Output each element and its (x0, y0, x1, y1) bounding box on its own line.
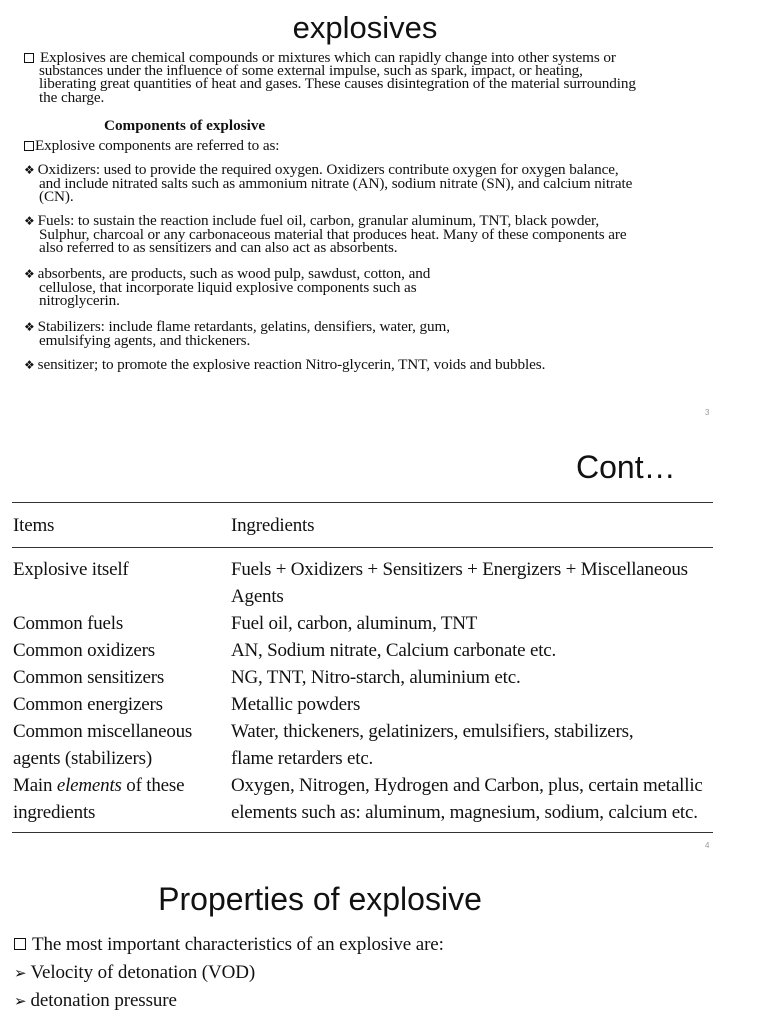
bullet-line: and include nitrated salts such as ammonium nitrate (AN), sodium nitrate (SN), and calcium nitrate (39, 175, 633, 193)
bullet-absorbents (24, 267, 750, 308)
components-heading: Components of explosive (104, 117, 266, 134)
slide1-title: explosives (292, 10, 438, 45)
bullet-oxidizers (24, 163, 750, 204)
diamond-bullet-icon: ❖ (24, 320, 35, 334)
bullet-line: absorbents, are products, such as wood pulp, sawdust, cotton, and (37, 265, 431, 282)
components-lead (24, 139, 750, 152)
intro-line-2: substances under the influence of some external impulse, such as spark, impact, or heating, (39, 62, 583, 80)
slide3-item-text: Velocity of detonation (VOD) (30, 962, 256, 983)
table-top-rule (12, 502, 713, 503)
ingredients-line: Fuels + Oxidizers + Sensitizers + Energizers + Miscellaneous (231, 559, 688, 580)
item-text: of these (121, 775, 185, 796)
table-header-ingredients: Ingredients (231, 515, 315, 536)
table-row-item: Explosive itself (13, 559, 129, 580)
slide3-item-pressure (14, 987, 177, 1015)
ingredients-line: elements such as: aluminum, magnesium, sodium, calcium etc. (231, 802, 698, 823)
bullet-sensitizer (24, 358, 750, 372)
bullet-line: also referred to as sensitizers and can also act as absorbents. (39, 239, 398, 257)
bullet-line: Stabilizers: include flame retardants, gelatins, densifiers, water, gum, (37, 318, 450, 335)
slide2-title: Cont… (576, 449, 676, 485)
intro-line-4: the charge. (39, 88, 105, 106)
bullet-line: Oxidizers: used to provide the required oxygen. Oxidizers contribute oxygen for oxygen balance, (37, 161, 619, 178)
bullet-line: (CN). (39, 188, 74, 206)
diamond-bullet-icon: ❖ (24, 358, 35, 372)
slide3-lead (14, 931, 444, 959)
item-line: ingredients (13, 802, 96, 823)
item-line (13, 772, 228, 799)
diamond-bullet-icon: ❖ (24, 214, 35, 228)
slide3-lead-text: The most important characteristics of an explosive are: (32, 934, 444, 955)
bullet-line: Fuels: to sustain the reaction include fuel oil, carbon, granular aluminum, TNT, black powder, (37, 212, 600, 229)
table-row-ingredients (231, 718, 721, 772)
bullet-line: sensitizer; to promote the explosive reaction Nitro-glycerin, TNT, voids and bubbles. (37, 356, 546, 373)
table-header-items: Items (13, 515, 55, 536)
table-row-ingredients (231, 772, 721, 826)
slide3-item-text: detonation pressure (30, 990, 177, 1011)
item-line: agents (stabilizers) (13, 748, 152, 769)
ingredients-line: Oxygen, Nitrogen, Hydrogen and Carbon, plus, certain metallic (231, 775, 703, 796)
table-row-item: Common energizers (13, 694, 163, 715)
bullet-line: Sulphur, charcoal or any carbonaceous material that produces heat. Many of these components are (39, 226, 627, 244)
table-row-ingredients (231, 556, 721, 610)
slide3-item-vod (14, 959, 255, 987)
item-line: Common miscellaneous (13, 721, 193, 742)
ingredients-line: Water, thickeners, gelatinizers, emulsifiers, stabilizers, (231, 721, 634, 742)
item-text-italic: elements (56, 775, 122, 796)
table-row-item: Common sensitizers (13, 667, 165, 688)
bullet-stabilizers (24, 318, 750, 350)
table-row-ingredients: Metallic powders (231, 694, 361, 715)
bullet-line: emulsifying agents, and thickeners. (39, 332, 251, 350)
bullet-fuels (24, 214, 750, 255)
item-text: Main (13, 775, 57, 796)
checkbox-bullet-icon (24, 53, 34, 63)
intro-line-1: Explosives are chemical compounds or mixtures which can rapidly change into other systems or (40, 49, 616, 66)
table-row-ingredients: NG, TNT, Nitro-starch, aluminium etc. (231, 667, 521, 688)
checkbox-bullet-icon (24, 141, 34, 151)
table-row-item: Common fuels (13, 613, 124, 634)
arrow-bullet-icon: ➢ (14, 964, 27, 982)
bullet-line: cellulose, that incorporate liquid explosive components such as (39, 279, 417, 297)
table-row-ingredients: Fuel oil, carbon, aluminum, TNT (231, 613, 478, 634)
components-lead-text: Explosive components are referred to as: (35, 137, 280, 154)
arrow-bullet-icon: ➢ (14, 992, 27, 1010)
table-bottom-rule (12, 832, 713, 833)
diamond-bullet-icon: ❖ (24, 163, 35, 177)
bullet-line: nitroglycerin. (39, 292, 120, 310)
table-row-ingredients: AN, Sodium nitrate, Calcium carbonate etc. (231, 640, 557, 661)
ingredients-line: Agents (231, 586, 284, 607)
diamond-bullet-icon: ❖ (24, 267, 35, 281)
table-row-item (13, 772, 228, 826)
ingredients-line: flame retarders etc. (231, 748, 374, 769)
table-header-rule (12, 547, 713, 548)
slide1-intro-paragraph (24, 51, 750, 104)
table-row-item (13, 718, 228, 772)
slide1-page-number: 3 (705, 408, 710, 417)
table-row-item: Common oxidizers (13, 640, 155, 661)
intro-line-3: liberating great quantities of heat and gases. These causes disintegration of the material surrounding (39, 75, 636, 93)
checkbox-bullet-icon (14, 938, 26, 950)
slide3-title: Properties of explosive (158, 881, 482, 917)
slide2-page-number: 4 (705, 841, 710, 850)
